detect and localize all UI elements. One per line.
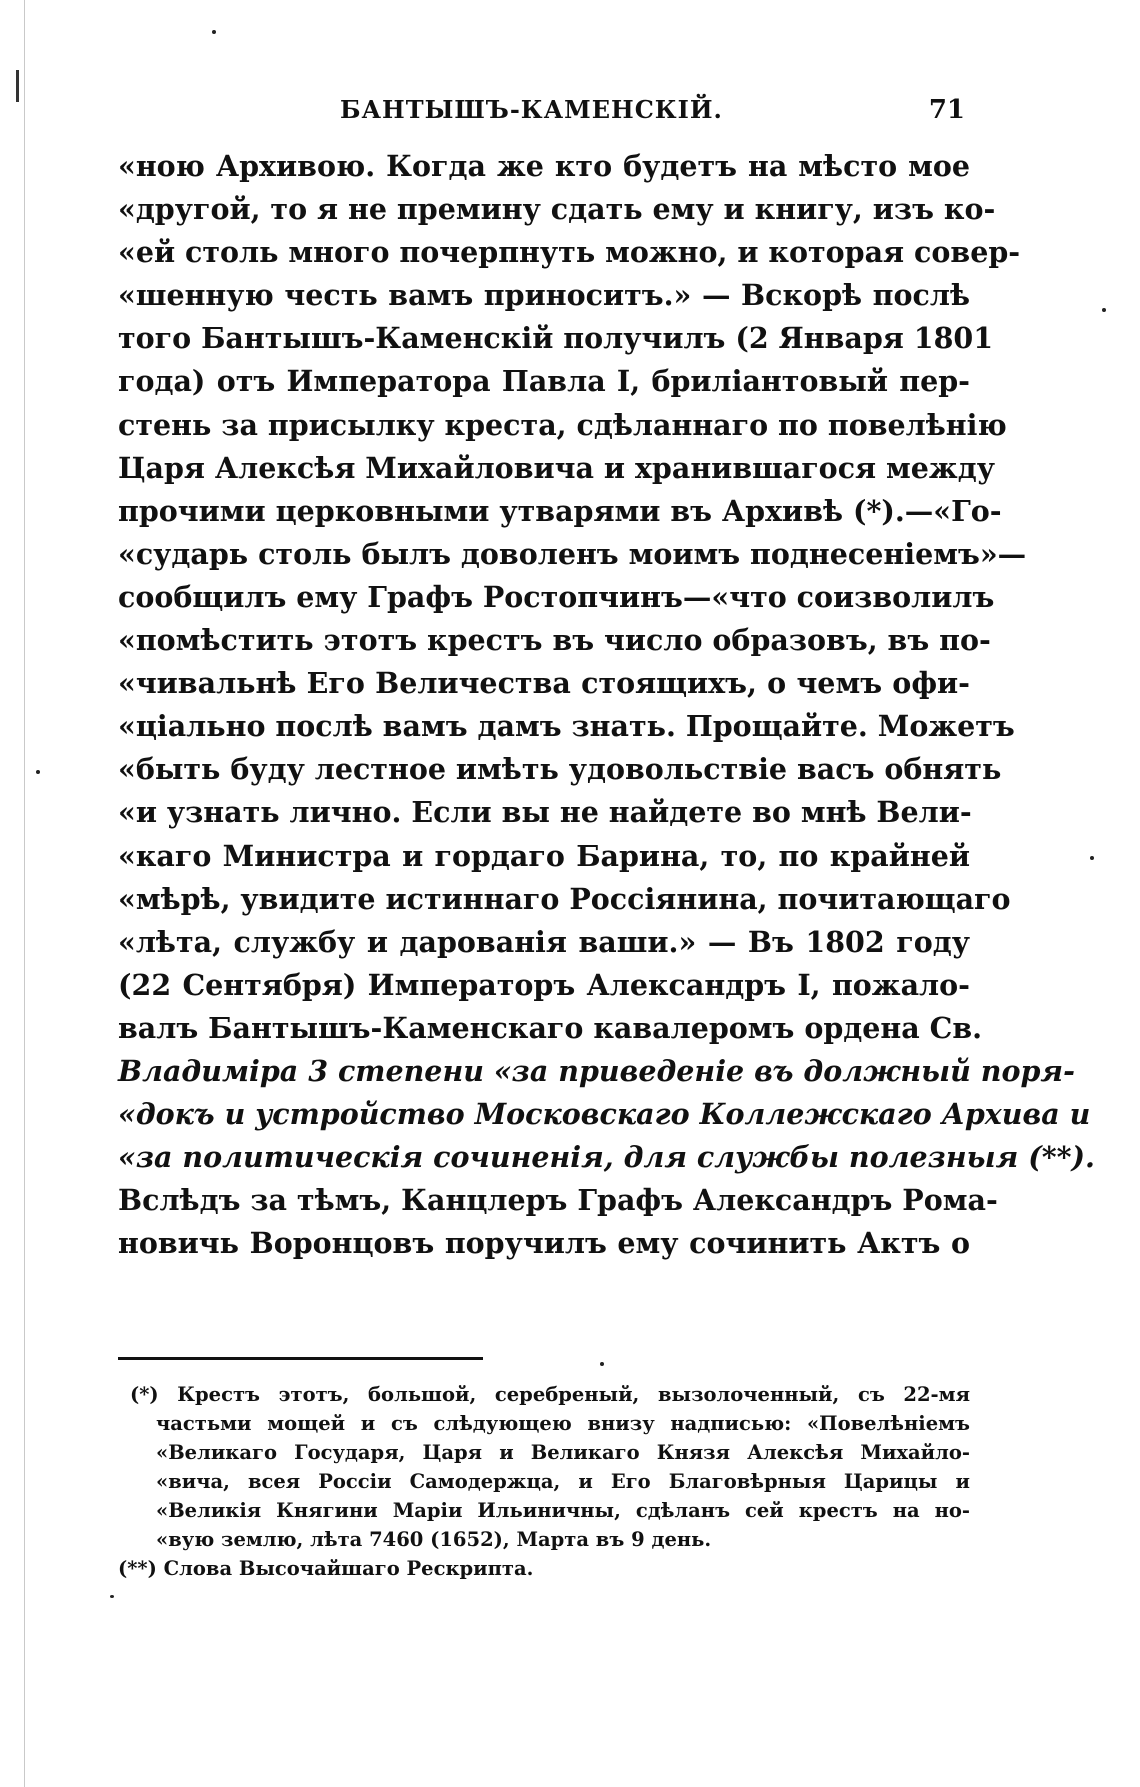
- text-line-quote: «докъ и устройство Московскаго Коллежскаго Архива и: [118, 1097, 1091, 1132]
- text-line: прочими церковными утварями въ Архивѣ (*).—«Го-: [118, 493, 1002, 528]
- text-line: «ціально послѣ вамъ дамъ знать. Прощайте. Можетъ: [118, 709, 1015, 744]
- footnote-line: (*) Крестъ этотъ, большой, серебреный, вызолоченный, съ 22-мя: [130, 1383, 970, 1406]
- text-line: валъ Бантышъ-Каменскаго кавалеромъ ордена Св.: [118, 1010, 983, 1045]
- main-text: [118, 145, 1095, 1265]
- text-line: «ей столь много почерпнуть можно, и которая совер-: [118, 235, 1021, 270]
- footnote-line: «вича, всея Россіи Самодержца, и Его Благовѣрныя Царицы и: [156, 1470, 970, 1493]
- text-line: «ною Архивою. Когда же кто будетъ на мѣсто мое: [118, 149, 970, 183]
- text-line: стень за присылку креста, сдѣланнаго по повелѣнію: [118, 407, 1007, 442]
- text-line: «и узнать лично. Если вы не найдете во мнѣ Вели-: [118, 795, 972, 830]
- footnote-line: частьми мощей и съ слѣдующею внизу надписью: «Повелѣніемъ: [156, 1412, 970, 1435]
- footnote-line: (**) Слова Высочайшаго Рескрипта.: [118, 1557, 534, 1580]
- text-line: «помѣстить этотъ крестъ въ число образовъ, въ по-: [118, 623, 991, 658]
- text-line: «мѣрѣ, увидите истиннаго Россіянина, почитающаго: [118, 881, 1011, 916]
- footnotes: [118, 1380, 970, 1583]
- binding-edge: [24, 0, 25, 1787]
- running-head: БАНТЫШЪ-КАМЕНСКІЙ.: [340, 95, 723, 124]
- footnote-line: «Великія Княгини Маріи Ильиничны, сдѣланъ сей крестъ на но-: [156, 1499, 970, 1522]
- binding-mark: [16, 70, 19, 102]
- footnote-line: «вую землю, лѣта 7460 (1652), Марта въ 9 день.: [156, 1528, 712, 1551]
- text-line: Вслѣдъ за тѣмъ, Канцлеръ Графъ Александръ Рома-: [118, 1183, 998, 1218]
- text-line: (22 Сентября) Императоръ Александръ I, пожало-: [118, 967, 970, 1002]
- print-speck: [110, 1595, 114, 1598]
- print-speck: [600, 1362, 604, 1366]
- footnote-line: «Великаго Государя, Царя и Великаго Князя Алексѣя Михайло-: [156, 1441, 970, 1464]
- page-number: 71: [928, 95, 965, 125]
- text-line: сообщилъ ему Графъ Ростопчинъ—«что соизволилъ: [118, 579, 995, 614]
- text-line-quote: Владиміра 3 степени «за приведеніе въ должный поря-: [118, 1053, 1075, 1088]
- text-line: «каго Министра и гордаго Барина, то, по крайней: [118, 838, 970, 873]
- text-line: Царя Алексѣя Михайловича и хранившагося между: [118, 450, 995, 485]
- text-line: «чивальнѣ Его Величества стоящихъ, о чемъ офи-: [118, 666, 970, 701]
- text-line: «другой, то я не премину сдать ему и книгу, изъ ко-: [118, 192, 996, 227]
- print-speck: [36, 770, 40, 774]
- text-line: того Бантышъ-Каменскій получилъ (2 Января 1801: [118, 321, 994, 356]
- print-speck: [1090, 856, 1094, 860]
- print-speck: [212, 30, 216, 34]
- text-line: новичь Воронцовъ поручилъ ему сочинить Актъ о: [118, 1226, 970, 1261]
- footnote-rule: [118, 1357, 483, 1360]
- text-line-quote: «за политическія сочиненія, для службы полезныя (**).: [118, 1140, 1095, 1175]
- print-speck: [1102, 308, 1106, 312]
- text-line: года) отъ Императора Павла I, бриліантовый пер-: [118, 364, 970, 399]
- text-line: «сударь столь былъ доволенъ моимъ поднесеніемъ»—: [118, 536, 1027, 571]
- text-line: «быть буду лестное имѣть удовольствіе васъ обнять: [118, 752, 1002, 787]
- page-header: [115, 95, 965, 135]
- text-line: «лѣта, службу и дарованія ваши.» — Въ 1802 году: [118, 924, 970, 959]
- text-line: «шенную честь вамъ приноситъ.» — Вскорѣ послѣ: [118, 278, 970, 313]
